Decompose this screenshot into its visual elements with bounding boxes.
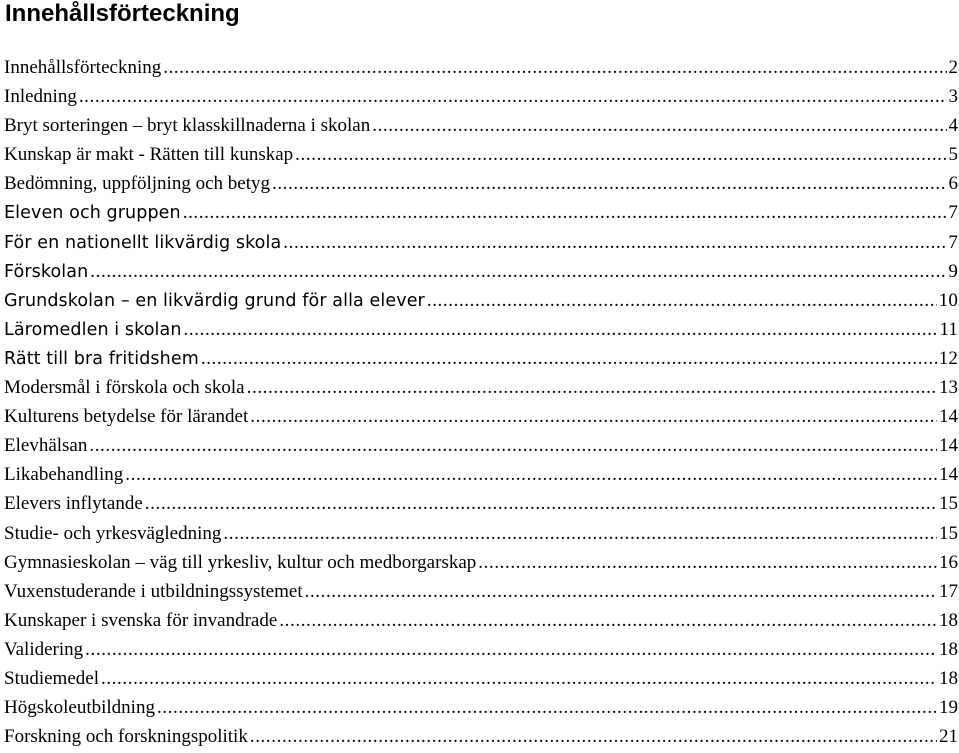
toc-entry-page-number[interactable]: 15 [939,522,958,544]
toc-entry-page-number[interactable]: 2 [948,57,958,78]
toc-entry-page-number[interactable]: 11 [939,318,958,340]
toc-dot-leader [79,82,947,111]
toc-entry-title[interactable]: Studie- och yrkesvägledning [4,522,222,544]
toc-dot-leader [295,140,946,169]
toc-entry[interactable] [4,548,958,577]
toc-entry[interactable] [4,315,958,344]
table-of-contents [4,53,958,751]
toc-dot-leader [90,257,946,286]
toc-entry-title[interactable]: Bedömning, uppföljning och betyg [4,173,270,195]
toc-entry[interactable] [4,286,958,315]
toc-entry-title[interactable]: Vuxenstuderande i utbildningssystemet [4,580,303,602]
toc-entry[interactable] [4,402,958,431]
toc-entry-title[interactable]: Bryt sorteringen – bryt klasskillnaderna i skolan [4,115,371,137]
toc-entry[interactable] [4,519,958,548]
toc-entry-title[interactable]: Läromedlen i skolan [4,319,182,340]
toc-entry[interactable] [4,577,958,606]
toc-dot-leader [250,722,937,751]
toc-entry-page-number[interactable]: 7 [948,202,958,224]
toc-entry-title[interactable]: Högskoleutbildning [4,697,155,719]
toc-dot-leader [272,169,947,198]
toc-entry-page-number[interactable]: 12 [938,347,958,369]
toc-entry[interactable] [4,344,958,373]
toc-entry-page-number[interactable]: 6 [948,173,958,195]
toc-dot-leader [283,228,946,257]
toc-entry-title[interactable]: För en nationellt likvärdig skola [4,232,282,253]
toc-dot-leader [85,635,937,664]
toc-dot-leader [305,577,937,606]
toc-entry[interactable] [4,373,958,402]
toc-dot-leader [201,344,937,373]
toc-entry-page-number[interactable]: 13 [939,377,958,399]
toc-entry[interactable] [4,722,958,751]
toc-entry[interactable] [4,606,958,635]
toc-dot-leader [250,402,937,431]
toc-entry[interactable] [4,635,958,664]
toc-dot-leader [183,198,947,227]
toc-entry[interactable] [4,169,958,198]
toc-entry-page-number[interactable]: 18 [939,667,958,689]
toc-entry-page-number[interactable]: 7 [948,231,958,253]
toc-entry-page-number[interactable]: 21 [939,726,958,748]
toc-entry-page-number[interactable]: 4 [948,115,958,137]
toc-entry-page-number[interactable]: 15 [939,493,958,515]
toc-entry-title[interactable]: Elevers inflytande [4,493,143,515]
toc-entry[interactable] [4,489,958,518]
toc-entry-title[interactable]: Förskolan [4,261,89,282]
toc-entry-page-number[interactable]: 14 [939,435,958,457]
toc-entry-title[interactable]: Grundskolan – en likvärdig grund för alla elever [4,290,425,311]
toc-entry-page-number[interactable]: 3 [948,86,958,108]
toc-entry-title[interactable]: Inledning [4,86,77,108]
toc-dot-leader [163,53,946,82]
toc-dot-leader [372,111,946,140]
toc-entry-title[interactable]: Elevhälsan [4,435,88,457]
toc-entry[interactable] [4,257,958,286]
toc-dot-leader [184,315,938,344]
toc-entry[interactable] [4,111,958,140]
toc-dot-leader [157,693,937,722]
toc-entry-title[interactable]: Rätt till bra fritidshem [4,348,199,369]
toc-dot-leader [279,606,937,635]
toc-entry[interactable] [4,53,958,82]
toc-entry-title[interactable]: Kulturens betydelse för lärandet [4,406,249,428]
toc-dot-leader [247,373,937,402]
toc-entry-title[interactable]: Kunskaper i svenska för invandrade [4,609,278,631]
toc-entry[interactable] [4,460,958,489]
toc-entry-title[interactable]: Kunskap är makt - Rätten till kunskap [4,144,294,166]
toc-entry-title[interactable]: Studiemedel [4,667,99,689]
toc-entry[interactable] [4,82,958,111]
toc-entry-page-number[interactable]: 14 [939,406,958,428]
toc-entry[interactable] [4,198,958,227]
toc-entry-page-number[interactable]: 9 [948,260,958,282]
toc-dot-leader [427,286,937,315]
toc-dot-leader [101,664,937,693]
toc-entry-page-number[interactable]: 17 [939,580,958,602]
toc-entry-page-number[interactable]: 18 [939,609,958,631]
toc-entry-page-number[interactable]: 5 [948,144,958,166]
toc-entry-title[interactable]: Modersmål i förskola och skola [4,377,245,399]
toc-entry-title[interactable]: Innehållsförteckning [4,57,162,78]
toc-entry[interactable] [4,693,958,722]
page-title: Innehållsförteckning [5,0,240,27]
toc-entry-title[interactable]: Validering [4,638,84,660]
toc-entry-page-number[interactable]: 14 [939,464,958,486]
toc-entry-page-number[interactable]: 18 [939,638,958,660]
toc-dot-leader [125,460,937,489]
toc-dot-leader [223,519,937,548]
toc-entry-page-number[interactable]: 16 [939,551,958,573]
toc-entry-title[interactable]: Eleven och gruppen [4,203,181,224]
toc-entry-page-number[interactable]: 19 [939,697,958,719]
toc-entry-title[interactable]: Gymnasieskolan – väg till yrkesliv, kultur och medborgarskap [4,551,477,573]
toc-entry[interactable] [4,228,958,257]
toc-dot-leader [478,548,937,577]
toc-dot-leader [145,489,937,518]
toc-entry[interactable] [4,140,958,169]
toc-entry-page-number[interactable]: 10 [938,289,958,311]
toc-entry-title[interactable]: Forskning och forskningspolitik [4,726,248,748]
toc-entry[interactable] [4,664,958,693]
toc-dot-leader [89,431,937,460]
toc-entry-title[interactable]: Likabehandling [4,464,124,486]
toc-entry[interactable] [4,431,958,460]
